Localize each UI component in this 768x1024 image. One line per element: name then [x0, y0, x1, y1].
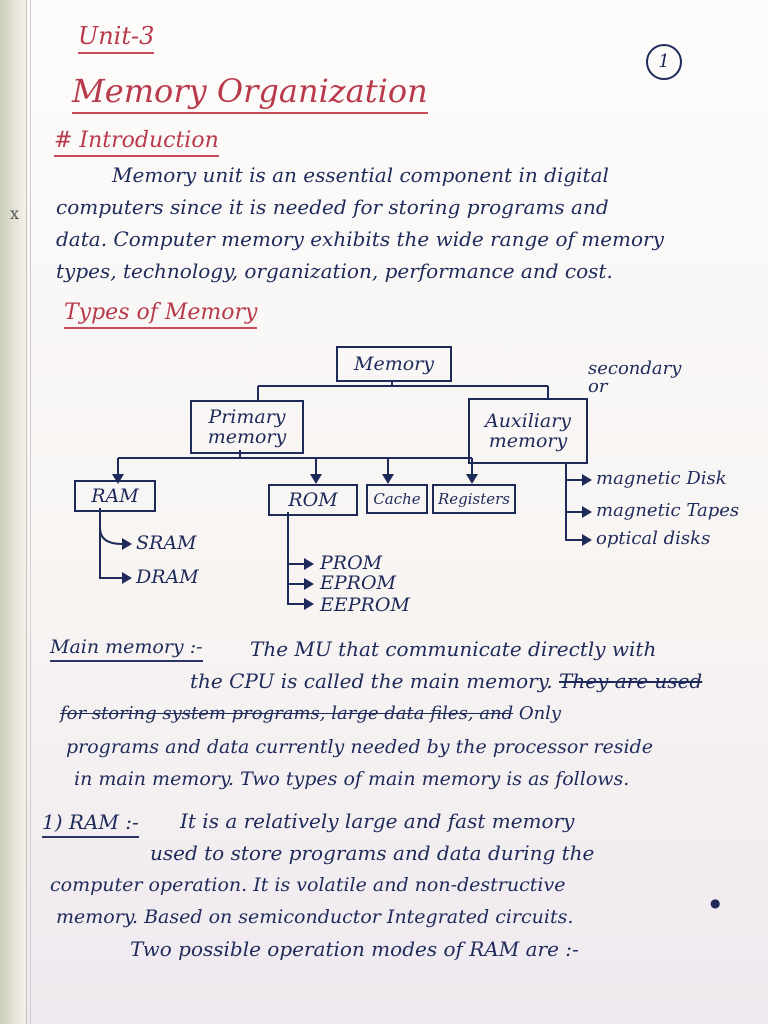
ram-line-1: It is a relatively large and fast memory	[180, 809, 575, 833]
magnetic-tapes-label: magnetic Tapes	[596, 500, 740, 521]
ram-box: RAM	[74, 480, 156, 512]
intro-line-1: Memory unit is an essential component in digital	[112, 163, 609, 187]
memory-root-box: Memory	[336, 346, 452, 382]
prom-label: PROM	[320, 552, 383, 574]
magnetic-disk-label: magnetic Disk	[596, 468, 727, 489]
ram-line-3: computer operation. It is volatile and non-destructive	[50, 874, 566, 896]
sram-label: SRAM	[136, 532, 197, 554]
main-memory-line-2-text: the CPU is called the main memory.	[190, 669, 553, 693]
primary-memory-box: Primary memory	[190, 400, 304, 454]
ram-line-5: Two possible operation modes of RAM are :-	[130, 937, 579, 961]
ram-line-4: memory. Based on semiconductor Integrated circuits.	[56, 906, 574, 928]
dram-label: DRAM	[136, 566, 199, 588]
ram-line-2: used to store programs and data during the	[150, 841, 595, 865]
page-number: 1	[646, 44, 682, 80]
main-memory-line-4: programs and data currently needed by the processor reside	[66, 736, 653, 758]
main-memory-line-2	[190, 666, 702, 697]
auxiliary-memory-box: Auxiliary memory	[468, 398, 588, 464]
main-memory-line-5: in main memory. Two types of main memory is as follows.	[74, 768, 630, 790]
main-memory-line-3-text: Only	[518, 703, 562, 724]
cache-box: Cache	[366, 484, 428, 514]
intro-line-4: types, technology, organization, performance and cost.	[56, 259, 613, 283]
eprom-label: EPROM	[320, 572, 396, 594]
page-title: Memory Organization	[72, 72, 428, 114]
secondary-note: secondary or	[588, 358, 682, 397]
margin-mark: x	[10, 204, 20, 223]
unit-label: Unit-3	[78, 22, 154, 54]
main-memory-line-3	[60, 698, 561, 729]
ram-heading: 1) RAM :-	[42, 810, 139, 838]
optical-disks-label: optical disks	[596, 528, 711, 549]
intro-line-3: data. Computer memory exhibits the wide range of memory	[56, 227, 664, 251]
registers-box: Registers	[432, 484, 516, 514]
introduction-heading: # Introduction	[54, 128, 219, 157]
main-memory-heading: Main memory :-	[50, 636, 203, 662]
main-memory-line-1: The MU that communicate directly with	[250, 637, 657, 661]
main-memory-struck-text-2: for storing system programs, large data files, and	[60, 703, 514, 724]
rom-box: ROM	[268, 484, 358, 516]
types-heading: Types of Memory	[64, 300, 257, 329]
intro-line-2: computers since it is needed for storing programs and	[56, 195, 609, 219]
eeprom-label: EEPROM	[320, 594, 410, 616]
bullet-dot: ●	[710, 896, 721, 910]
main-memory-struck-text-1: They are used	[559, 669, 703, 693]
